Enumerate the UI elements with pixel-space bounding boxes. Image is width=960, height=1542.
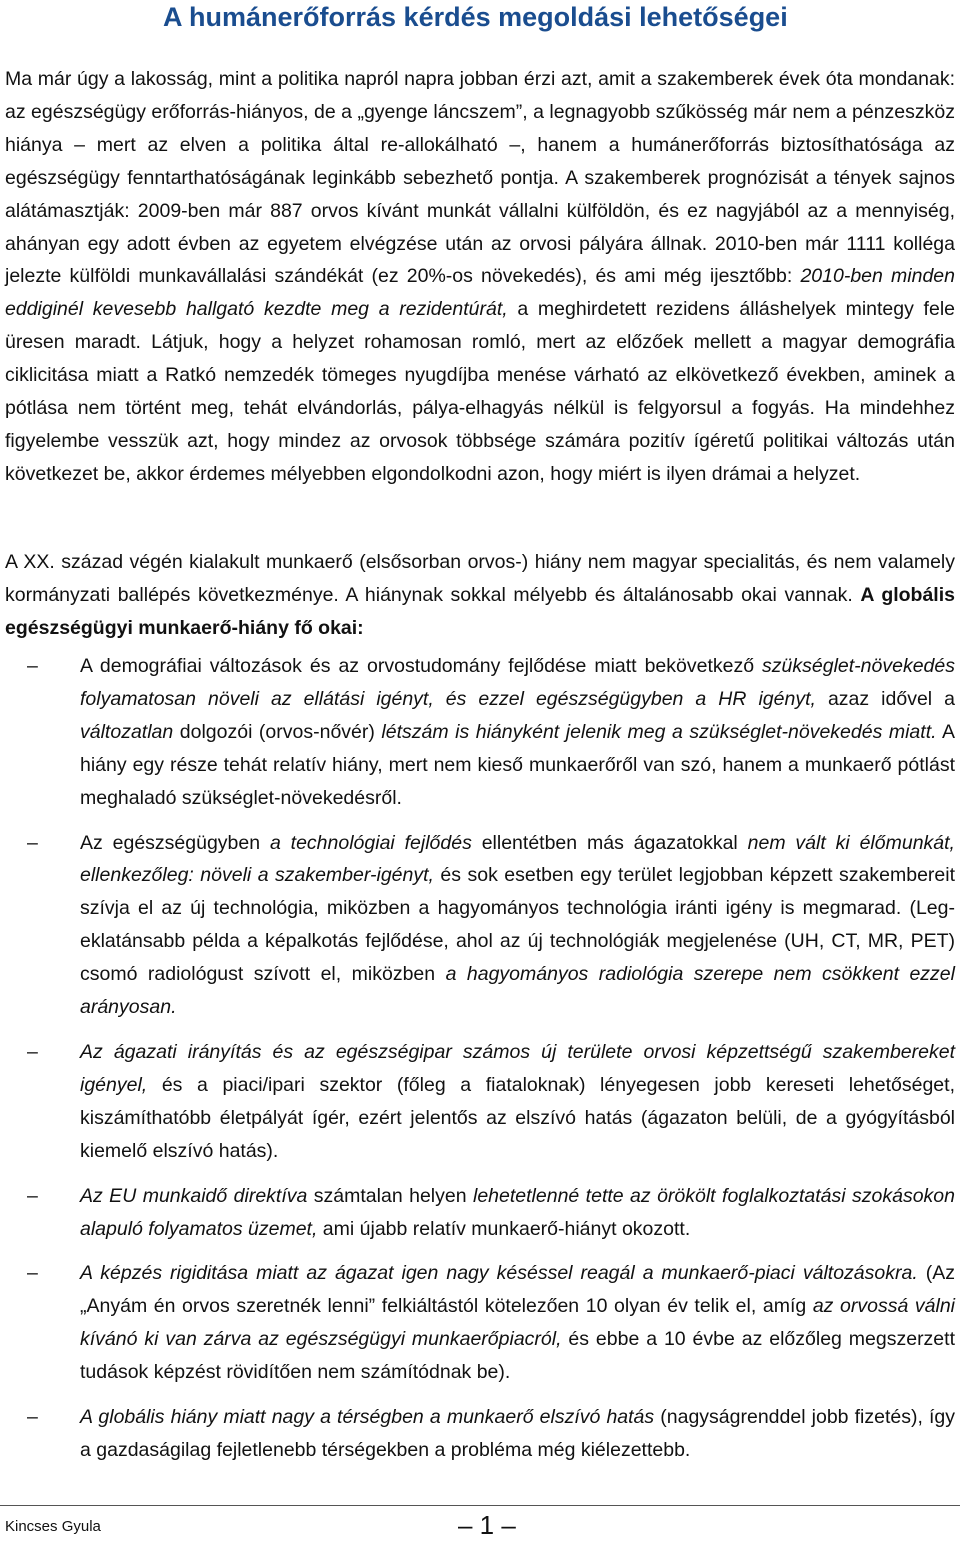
text-run: és a piaci/ipari szektor (főleg a fiataloknak) lényegesen jobb kereseti lehetőséget, kiszámíthatóbb életpályát ígér, ezért jelentős az elszívó hatás (ágazaton belüli, de a gyógyításból kiemelő elszívó hatás).	[80, 1073, 955, 1162]
text-run: A szakemberek prognózisát a tények sajnos alátámasztják: 2009-ben már 887 orvos kívánt munkát vállalni külföldön, és ez nagyjából az a mennyiség, ahányan egy adott évben az egyetem elvégzése után az orvosi pályára állnak.	[5, 166, 955, 255]
dash-marker: –	[27, 1406, 38, 1429]
footer-divider	[0, 1505, 960, 1506]
dash-marker: –	[27, 1040, 38, 1063]
emphasis-run: A globális hiány miatt nagy a térségben a munkaerő elszívó hatás	[80, 1406, 655, 1429]
emphasis-run: változatlan	[80, 720, 174, 743]
list-item-eu-directive	[5, 1180, 955, 1246]
text-run: (Az „Anyám én orvos szeretnék lenni” felkiáltástól kötelezően 10 olyan év telik el, amíg	[80, 1262, 955, 1318]
causes-list	[5, 650, 955, 1479]
text-run: Ma már úgy a lakosság, mint a politika napról napra jobban érzi azt, amit a szakemberek évek óta mondanak: az egészségügy erőforrás-hiányos, de a „gyenge láncszem”, a legnagyobb szűkösség már nem a pénzeszköz hiánya – mert az elven a politika által re-allokálható –, hanem a humánerőforrás biztosíthatósága az egészségügy fenntarthatóságának leginkább sebezhető pontja.	[5, 68, 955, 189]
list-item-global	[5, 1401, 955, 1467]
text-run: és sok esetben egy terület legjobban képzett szakembereit szívja el az új technológia, miközben a hagyományos technológia iránti igény is megmarad. (Leg-eklatánsabb példa a képalkotás fejlődése, ahol az új technológiák megjelenése (UH, CT, MR, PET) csomó radiológust szívott el, miközben	[80, 864, 955, 986]
list-item-technology	[5, 827, 955, 1024]
emphasis-run: szükséglet-növekedés folyamatosan növeli az ellátási igényt, és ezzel egészségügyben a HR igényt,	[80, 655, 955, 710]
text-run: Az egészségügyben	[80, 831, 270, 854]
footer-author: Kincses Gyula	[5, 1518, 101, 1535]
text-run: A XX. század végén kialakult munkaerő (elsősorban orvos-) hiány nem magyar specialitás, és nem valamely kormányzati ballépés következménye. A hiánynak sokkal mélyebb és általánosabb okai vannak.	[5, 551, 955, 606]
text-run: A demográfiai változások és az orvostudomány fejlődése miatt bekövetkező	[80, 655, 763, 677]
text-run: számtalan helyen	[307, 1184, 473, 1207]
dash-marker: –	[27, 1184, 38, 1207]
text-run: ellentétben más ágazatokkal	[471, 831, 748, 854]
causes-intro-text	[5, 546, 955, 645]
emphasis-run: lehetetlenné tette az örökölt foglalkoztatási szokásokon alapuló folyamatos üzemet,	[80, 1184, 955, 1240]
page-title: A humánerőforrás kérdés megoldási lehetőségei	[163, 2, 788, 32]
emphasis-run: Az ágazati irányítás és az egészségipar számos új területe orvosi képzettségű szakembereket igényel,	[80, 1040, 955, 1096]
text-run: dolgozói (orvos-nővér)	[173, 720, 382, 743]
emphasis-run: Az EU munkaidő direktíva	[80, 1184, 308, 1207]
page-number: – 1 –	[458, 1510, 516, 1540]
emphasis-run: nem vált ki élőmunkát, ellenkezőleg: növeli a szakember-igényt,	[80, 831, 955, 887]
causes-heading: A globális egészségügyi munkaerő-hiány fő okai:	[5, 583, 955, 639]
causes-intro-paragraph	[5, 546, 955, 645]
list-item-training	[5, 1257, 955, 1389]
text-run: 2010-ben már 1111 kolléga jelezte külföldi munkavállalási szándékát (ez 20%-os növekedés), és ami még ijesztőbb:	[5, 232, 956, 288]
dash-marker: –	[27, 1262, 38, 1285]
intro-paragraph	[5, 63, 955, 491]
text-run: a meghirdetett rezidens álláshelyek mintegy fele üresen maradt.	[5, 298, 955, 354]
emphasis-run: 2010-ben minden eddiginél kevesebb hallgató kezdte meg a rezidentúrát,	[5, 265, 955, 321]
emphasis-run: létszám is hiányként jelenik meg a szükséglet-növekedés miatt.	[381, 720, 937, 743]
emphasis-run: az orvossá válni kívánó ki van zárva az egészségügyi munkaerőpiacról,	[80, 1295, 955, 1351]
dash-marker: –	[27, 655, 38, 677]
list-item-demography	[5, 650, 955, 815]
text-run: Ha mindehhez figyelembe vesszük azt, hogy mindez az orvosok többsége számára pozitív ígéretű politikai változás után következet be, akkor érdemes mélyebben elgondolkodni azon, hogy miért is ilyen drámai a helyzet.	[5, 397, 955, 485]
text-run: Látjuk, hogy a helyzet rohamosan romló, mert az előzőek mellett a magyar demográfia ciklicitása miatt a Ratkó nemzedék tömeges nyugdíjba menése várható az elkövetkező években, aminek a pótlása nem történt meg, tehát elvándorlás, pálya-elhagyás nélkül is felgyorsul a fogyás.	[5, 331, 955, 420]
text-run: azaz idővel a	[815, 687, 955, 710]
text-run: és ebbe a 10 évbe az előzőleg megszerzett tudások képzést rövidítően nem számítódnak be).	[80, 1328, 955, 1384]
emphasis-run: A képzés rigiditása miatt az ágazat igen nagy késéssel reagál a munkaerő-piaci változásokra.	[80, 1262, 918, 1285]
text-run: (nagyságrenddel jobb fizetés), így a gazdaságilag fejletlenebb térségekben a probléma még kiélezettebb.	[80, 1406, 955, 1461]
text-run: A hiány egy része tehát relatív hiány, mert nem kieső munkaerőről van szó, hanem a munkaerő pótlást meghaladó szükséglet-növekedésről.	[80, 720, 955, 809]
text-run: ami újabb relatív munkaerő-hiányt okozott.	[317, 1217, 691, 1240]
list-item-sector	[5, 1036, 955, 1168]
emphasis-run: a technológiai fejlődés	[269, 831, 472, 854]
emphasis-run: a hagyományos radiológia szerepe nem csökkent ezzel arányosan.	[80, 963, 955, 1019]
dash-marker: –	[27, 831, 38, 854]
intro-text	[5, 63, 955, 491]
